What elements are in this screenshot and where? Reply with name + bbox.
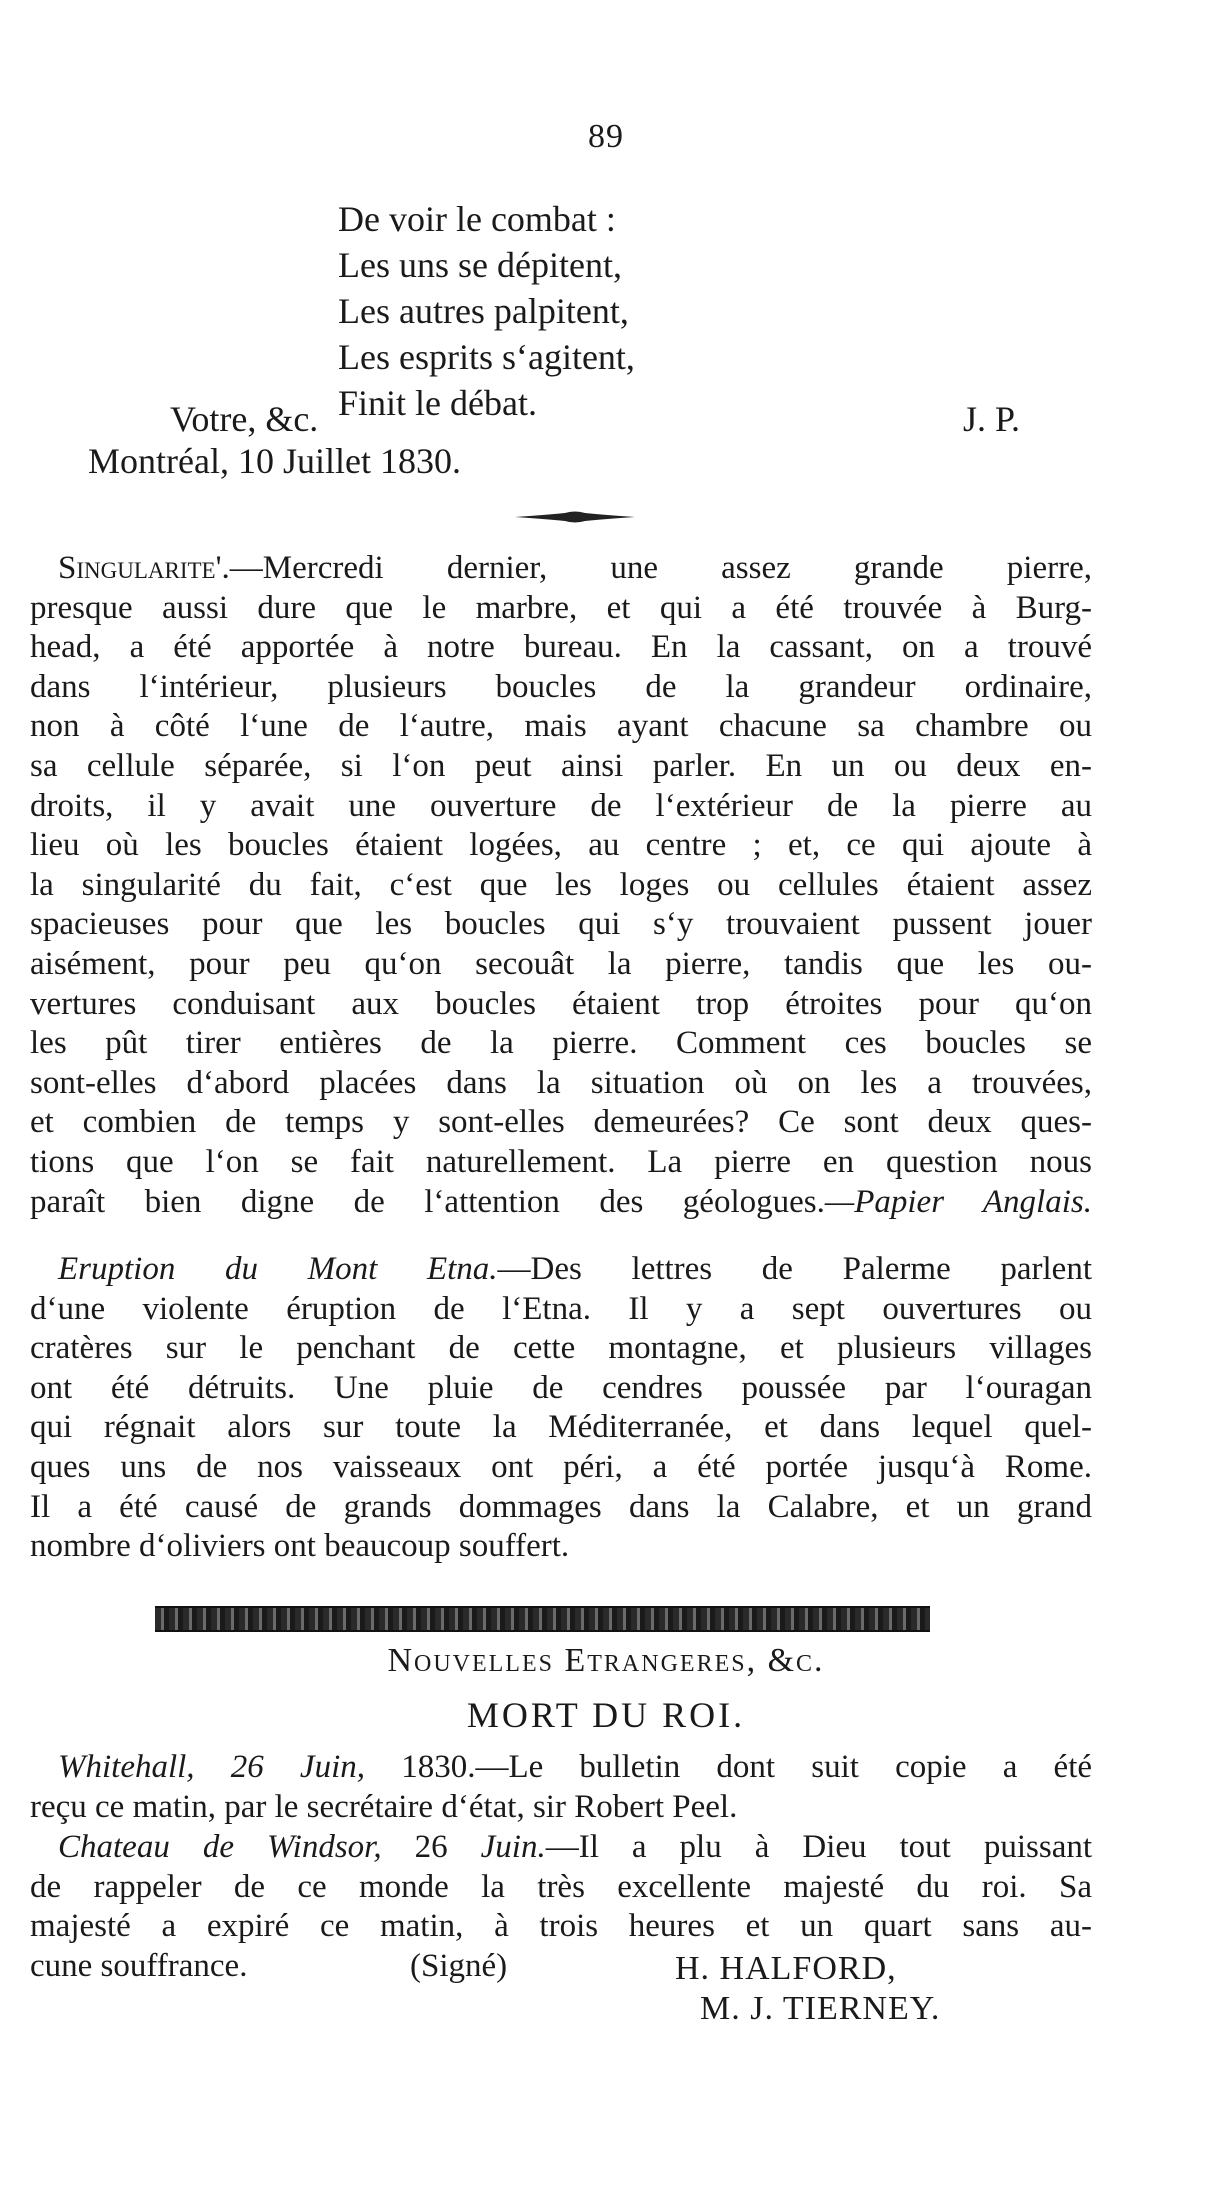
poem-line: Les autres palpitent,: [338, 291, 629, 331]
text-line: tions que l‘on se fait naturellement. La pierre en question nous: [30, 1143, 1092, 1180]
article-source: —Papier Anglais.: [824, 1183, 1092, 1220]
signer-name: H. HALFORD,: [675, 1950, 897, 1987]
bulletin-intro: [30, 1748, 1092, 1827]
poem-line: De voir le combat :: [338, 199, 616, 239]
signer-name: M. J. TIERNEY.: [700, 1990, 941, 2027]
text-line: Singularite'.—Mercredi dernier, une assez grande pierre,: [58, 550, 1092, 586]
text-line: reçu ce matin, par le secrétaire d‘état, sir Robert Peel.: [30, 1788, 738, 1825]
text-line: majesté a expiré ce matin, à trois heures et un quart sans au-: [30, 1908, 1092, 1945]
text-line: spacieuses pour que les boucles qui s‘y trouvaient pussent jouer: [30, 906, 1092, 943]
place-name: Chateau de Windsor,: [58, 1829, 382, 1865]
text-line: head, a été apportée à notre bureau. En la cassant, on a trouvé: [30, 629, 1092, 666]
closing-signature: J. P.: [962, 399, 1020, 439]
text-line: qui régnait alors sur toute la Méditerranée, et dans lequel quel-: [30, 1409, 1092, 1446]
bulletin-body: [30, 1828, 1092, 1947]
text-line: sa cellule séparée, si l‘on peut ainsi parler. En un ou deux en-: [30, 747, 1092, 784]
text-line: dans l‘intérieur, plusieurs boucles de la grandeur ordinaire,: [30, 668, 1092, 705]
poem-line: Les esprits s‘agitent,: [338, 337, 635, 377]
text-line: vertures conduisant aux boucles étaient trop étroites pour qu‘on: [30, 985, 1092, 1022]
poem-line: Finit le débat.: [338, 383, 537, 423]
text-line: ont été détruits. Une pluie de cendres poussée par l‘ouragan: [30, 1369, 1092, 1406]
text-line: lieu où les boucles étaient logées, au centre ; et, ce qui ajoute à: [30, 827, 1092, 864]
page-number: 89: [588, 118, 624, 155]
ornament-divider: [515, 510, 635, 524]
article-lead: Singularite'.: [58, 550, 230, 586]
text-line: les pût tirer entières de la pierre. Comment ces boucles se: [30, 1025, 1092, 1062]
section-heading: Nouvelles Etrangeres, &c.: [387, 1642, 825, 1679]
text-line: la singularité du fait, c‘est que les loges ou cellules étaient assez: [30, 866, 1092, 903]
article-eruption: [30, 1250, 1092, 1567]
text-line: droits, il y avait une ouverture de l‘extérieur de la pierre au: [30, 787, 1092, 824]
poem-line: Les uns se dépitent,: [338, 245, 622, 285]
text-line: Eruption du Mont Etna.—Des lettres de Palerme parlent: [58, 1251, 1093, 1287]
text-line: aisément, pour peu qu‘on secouât la pierre, tandis que les ou-: [30, 945, 1092, 982]
text-line: sont-elles d‘abord placées dans la situation où on les a trouvées,: [30, 1064, 1092, 1101]
section-subheading: MORT DU ROI.: [466, 1695, 746, 1735]
place-name: Whitehall,: [58, 1749, 195, 1785]
text-line: et combien de temps y sont-elles demeurées? Ce sont deux ques-: [30, 1104, 1092, 1141]
article-singularite: [30, 549, 1092, 1222]
poem-stanza: [338, 196, 635, 426]
closing-salutation: Votre, &c.: [170, 399, 319, 439]
text-line: cune souffrance.: [30, 1948, 248, 1984]
text-line: non à côté l‘une de l‘autre, mais ayant chacune sa chambre ou: [30, 708, 1092, 745]
text-line: Chateau de Windsor, 26 Juin.—Il a plu à Dieu tout puissant: [58, 1829, 1093, 1865]
bulletin-signature-line: [30, 1948, 1092, 1985]
text-line: Whitehall, 26 Juin, 1830.—Le bulletin dont suit copie a été: [58, 1749, 1093, 1785]
text-line: d‘une violente éruption de l‘Etna. Il y a sept ouvertures ou: [30, 1290, 1092, 1327]
signed-mark: (Signé): [410, 1948, 508, 1984]
text-line: presque aussi dure que le marbre, et qui a été trouvée à Burg-: [30, 589, 1092, 626]
article-lead: Eruption du Mont Etna.: [58, 1251, 498, 1287]
text-line: Il a été causé de grands dommages dans la Calabre, et un grand: [30, 1488, 1092, 1525]
section-rule: [155, 1606, 930, 1632]
text-line: nombre d‘oliviers ont beaucoup souffert.: [30, 1528, 570, 1565]
place-date: Montréal, 10 Juillet 1830.: [88, 441, 461, 481]
text-line: paraît bien digne de l‘attention des géologues.—Papier Anglais.: [30, 1183, 1092, 1220]
text-line: ques uns de nos vaisseaux ont péri, a été portée jusqu‘à Rome.: [30, 1448, 1092, 1485]
closing-row: [170, 398, 1020, 440]
text-line: cratères sur le penchant de cette montagne, et plusieurs villages: [30, 1330, 1092, 1367]
text-line: de rappeler de ce monde la très excellente majesté du roi. Sa: [30, 1868, 1092, 1905]
